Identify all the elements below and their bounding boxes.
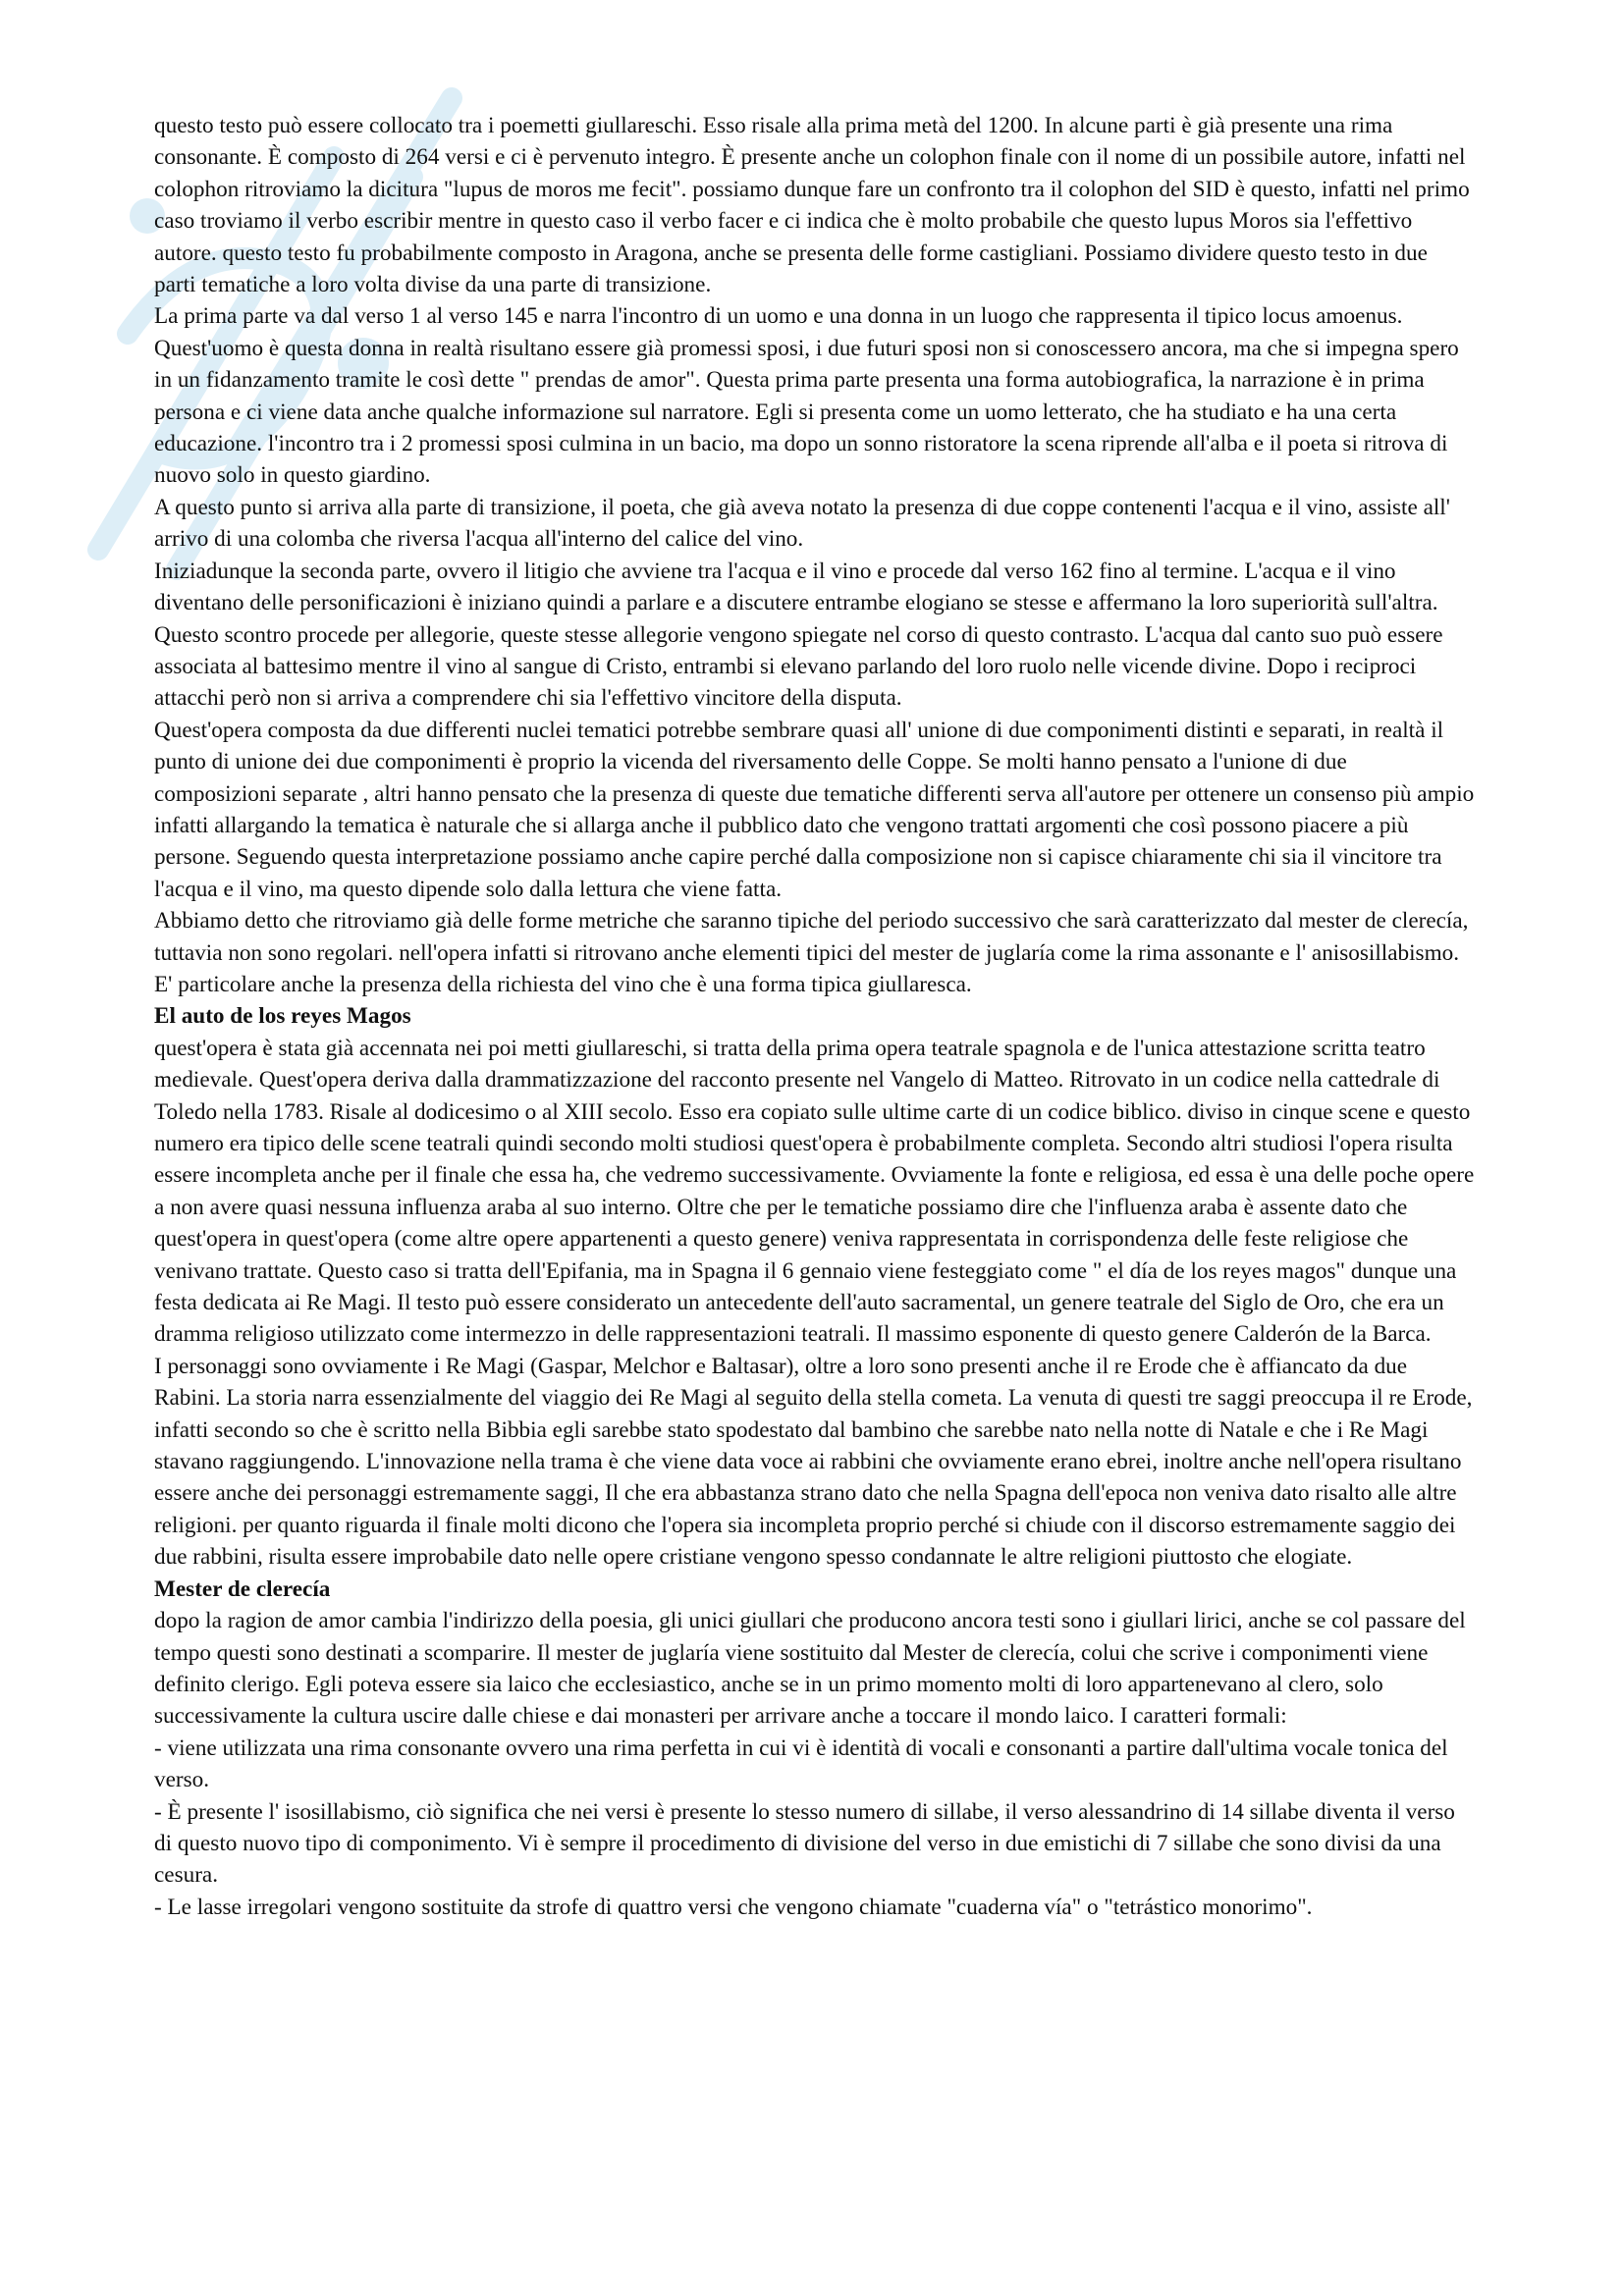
section-heading: Mester de clerecía: [154, 1575, 331, 1602]
paragraph: A questo punto si arriva alla parte di transizione, il poeta, che già aveva notato la presenza di due coppe contenenti l'acqua e il vino, assiste all' arrivo di una colomba che riversa l'acqua all'interno del calice del vino.: [154, 494, 1450, 553]
list-item: - Le lasse irregolari vengono sostituite da strofe di quattro versi che vengono chiamate "cuaderna vía" o "tetrástico monorimo".: [154, 1894, 1313, 1920]
list-item: - È presente l' isosillabismo, ciò significa che nei versi è presente lo stesso numero di sillabe, il verso alessandrino di 14 sillabe diventa il verso di questo nuovo tipo di componimento. Vi è sempre il procedimento di divisione del verso in due emistichi di 7 sillabe che sono divisi da una cesura.: [154, 1798, 1455, 1889]
paragraph: Quest'opera composta da due differenti nuclei tematici potrebbe sembrare quasi all' unione di due componimenti distinti e separati, in realtà il punto di unione dei due componimenti è proprio la vicenda del riversamento delle Coppe. Se molti hanno pensato a l'unione di due composizioni separate , altri hanno pensato che la presenza di queste due tematiche differenti serva all'autore per ottenere un consenso più ampio infatti allargando la tematica è naturale che si allarga anche il pubblico dato che vengono trattati argomenti che così possono piacere a più persone. Seguendo questa interpretazione possiamo anche capire perché dalla composizione non si capisce chiaramente chi sia il vincitore tra l'acqua e il vino, ma questo dipende solo dalla lettura che viene fatta.: [154, 717, 1475, 902]
paragraph: I personaggi sono ovviamente i Re Magi (Gaspar, Melchor e Baltasar), oltre a loro sono presenti anche il re Erode che è affiancato da due Rabini. La storia narra essenzialmente del viaggio dei Re Magi al seguito della stella cometa. La venuta di questi tre saggi preoccupa il re Erode, infatti secondo so che è scritto nella Bibbia egli sarebbe stato spodestato dal bambino che sarebbe nato nella notte di Natale e che i Re Magi stavano raggiungendo. L'innovazione nella trama è che viene data voce ai rabbini che ovviamente erano ebrei, inoltre anche nell'opera risultano essere anche dei personaggi estremamente saggi, Il che era abbastanza strano dato che nella Spagna dell'epoca non veniva dato risalto alle altre religioni. per quanto riguarda il finale molti dicono che l'opera sia incompleta proprio perché si chiude con il discorso estremamente saggio dei due rabbini, risulta essere improbabile dato nelle opere cristiane vengono spesso condannate le altre religioni piuttosto che elogiate.: [154, 1353, 1473, 1571]
paragraph: La prima parte va dal verso 1 al verso 145 e narra l'incontro di un uomo e una donna in un luogo che rappresenta il tipico locus amoenus. Quest'uomo è questa donna in realtà risultano essere già promessi sposi, i due futuri sposi non si conoscessero ancora, ma che si impegna spero in un fidanzamento tramite le così dette " prendas de amor". Questa prima parte presenta una forma autobiografica, la narrazione è in prima persona e ci viene data anche qualche informazione sul narratore. Egli si presenta come un uomo letterato, che ha studiato e ha una certa educazione. l'incontro tra i 2 promessi sposi culmina in un bacio, ma dopo un sonno ristoratore la scena riprende all'alba e il poeta si ritrova di nuovo solo in questo giardino.: [154, 303, 1459, 489]
paragraph: dopo la ragion de amor cambia l'indirizzo della poesia, gli unici giullari che producono ancora testi sono i giullari lirici, anche se col passare del tempo questi sono destinati a scomparire. Il mester de juglaría viene sostituito dal Mester de clerecía, colui che scrive i componimenti viene definito clerigo. Egli poteva essere sia laico che ecclesiastico, anche se in un primo momento molti di loro appartenevano al clero, solo successivamente la cultura uscire dalle chiese e dai monasteri per arrivare anche a toccare il mondo laico. I caratteri formali:: [154, 1608, 1466, 1730]
section-heading: El auto de los reyes Magos: [154, 1003, 411, 1030]
paragraph: Abbiamo detto che ritroviamo già delle forme metriche che saranno tipiche del periodo successivo che sarà caratterizzato dal mester de clerecía, tuttavia non sono regolari. nell'opera infatti si ritrovano anche elementi tipici del mester de juglaría come la rima assonante e l' anisosillabismo. E' particolare anche la presenza della richiesta del vino che è una forma tipica giullaresca.: [154, 908, 1469, 997]
document-body: [154, 110, 1475, 1923]
paragraph: Iniziadunque la seconda parte, ovvero il litigio che avviene tra l'acqua e il vino e procede dal verso 162 fino al termine. L'acqua e il vino diventano delle personificazioni è iniziano quindi a parlare e a discutere entrambe elogiano se stesse e affermano la loro superiorità sull'altra. Questo scontro procede per allegorie, queste stesse allegorie vengono spiegate nel corso di questo contrasto. L'acqua dal canto suo può essere associata al battesimo mentre il vino al sangue di Cristo, entrambi si elevano parlando del loro ruolo nelle vicende divine. Dopo i reciproci attacchi però non si arriva a comprendere chi sia l'effettivo vincitore della disputa.: [154, 558, 1443, 712]
list-item: - viene utilizzata una rima consonante ovvero una rima perfetta in cui vi è identità di vocali e consonanti a partire dall'ultima vocale tonica del verso.: [154, 1735, 1448, 1793]
paragraph: questo testo può essere collocato tra i poemetti giullareschi. Esso risale alla prima metà del 1200. In alcune parti è già presente una rima consonante. È composto di 264 versi e ci è pervenuto integro. È presente anche un colophon finale con il nome di un possibile autore, infatti nel colophon ritroviamo la dicitura "lupus de moros me fecit". possiamo dunque fare un confronto tra il colophon del SID è questo, infatti nel primo caso troviamo il verbo escribir mentre in questo caso il verbo facer e ci indica che è molto probabile che questo lupus Moros sia l'effettivo autore. questo testo fu probabilmente composto in Aragona, anche se presenta delle forme castigliani. Possiamo dividere questo testo in due parti tematiche a loro volta divise da una parte di transizione.: [154, 113, 1470, 298]
paragraph: quest'opera è stata già accennata nei poi metti giullareschi, si tratta della prima opera teatrale spagnola e de l'unica attestazione scritta teatro medievale. Quest'opera deriva dalla drammatizzazione del racconto presente nel Vangelo di Matteo. Ritrovato in un codice nella cattedrale di Toledo nella 1783. Risale al dodicesimo o al XIII secolo. Esso era copiato sulle ultime carte di un codice biblico. diviso in cinque scene e questo numero era tipico delle scene teatrali quindi secondo molti studiosi quest'opera è probabilmente completa. Secondo altri studiosi l'opera risulta essere incompleta anche per il finale che essa ha, che vedremo successivamente. Ovviamente la fonte e religiosa, ed essa è una delle poche opere a non avere quasi nessuna influenza araba al suo interno. Oltre che per le tematiche possiamo dire che l'influenza araba è assente dato che quest'opera in quest'opera (come altre opere appartenenti a questo genere) veniva rappresentata in corrispondenza delle feste religiose che venivano trattate. Questo caso si tratta dell'Epifania, ma in Spagna il 6 gennaio viene festeggiato come " el día de los reyes magos" dunque una festa dedicata ai Re Magi. Il testo può essere considerato un antecedente dell'auto sacramental, un genere teatrale del Siglo de Oro, che era un dramma religioso utilizzato come intermezzo in delle rappresentazioni teatrali. Il massimo esponente di questo genere Calderón de la Barca.: [154, 1035, 1475, 1348]
